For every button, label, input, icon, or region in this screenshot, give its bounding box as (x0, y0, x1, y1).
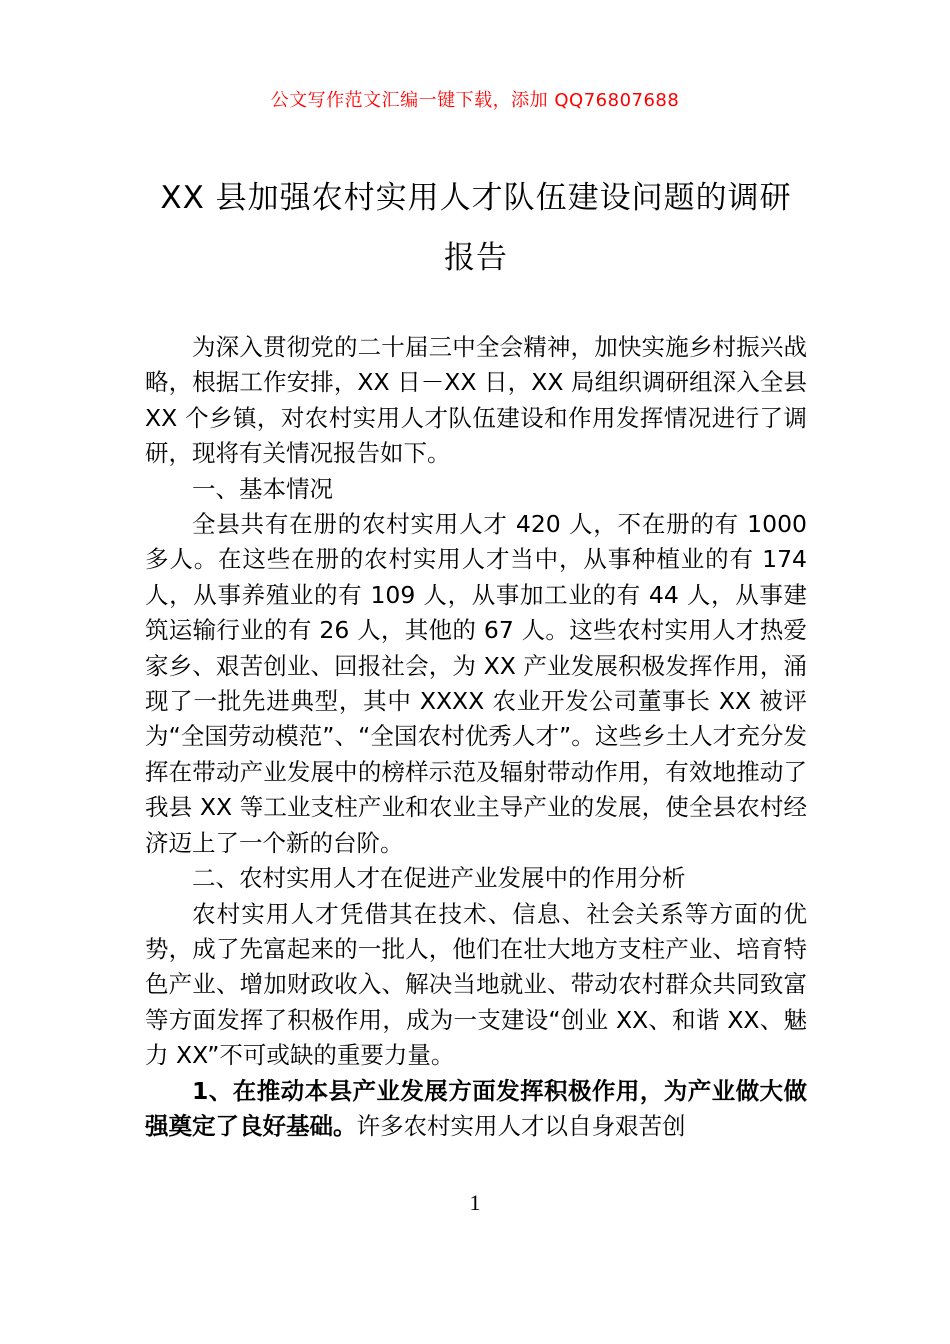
page-number: 1 (469, 1190, 481, 1215)
role-analysis-paragraph: 农村实用人才凭借其在技术、信息、社会关系等方面的优势，成了先富起来的一批人，他们在壮大地方支柱产业、培育特色产业、增加财政收入、解决当地就业、带动农村群众共同致富等方面发挥了积极作用，成为一支建设“创业 XX、和谐 XX、魅力 XX”不可或缺的重要力量。 (145, 899, 807, 1070)
document-body (145, 330, 807, 1144)
intro-paragraph: 为深入贯彻党的二十届三中全会精神，加快实施乡村振兴战略，根据工作安排，XX 日－XX 日，XX 局组织调研组深入全县 XX 个乡镇，对农村实用人才队伍建设和作用发挥情况进行了调研，现将有关情况报告如下。 (145, 333, 807, 468)
header-download-note: 公文写作范文汇编一键下载，添加 QQ76807688 (270, 90, 680, 111)
point-one-paragraph (145, 1074, 807, 1145)
section-heading-basic: 一、基本情况 (192, 474, 333, 503)
section-heading-role-analysis: 二、农村实用人才在促进产业发展中的作用分析 (192, 864, 686, 893)
document-title: XX 县加强农村实用人才队伍建设问题的调研报告 (160, 180, 792, 276)
point-one-text: 许多农村实用人才以自身艰苦创 (356, 1111, 686, 1140)
basic-situation-paragraph: 全县共有在册的农村实用人才 420 人，不在册的有 1000 多人。在这些在册的农村实用人才当中，从事种植业的有 174 人，从事养殖业的有 109 人，从事加工业的有 44 人，从事建筑运输行业的有 26 人，其他的 67 人。这些农村实用人才热爱家乡、艰苦创业、回报社会，为 XX 产业发展积极发挥作用，涌现了一批先进典型，其中 XXXX 农业开发公司董事长 XX 被评为“全国劳动模范”、“全国农村优秀人才”。这些乡土人才充分发挥在带动产业发展中的榜样示范及辐射带动作用，有效地推动了我县 XX 等工业支柱产业和农业主导产业的发展，使全县农村经济迈上了一个新的台阶。 (145, 510, 807, 857)
point-one-bold-lead: 1、在推动本县产业发展方面发挥积极作用，为产业做大做强奠定了良好基础。 (145, 1076, 807, 1140)
